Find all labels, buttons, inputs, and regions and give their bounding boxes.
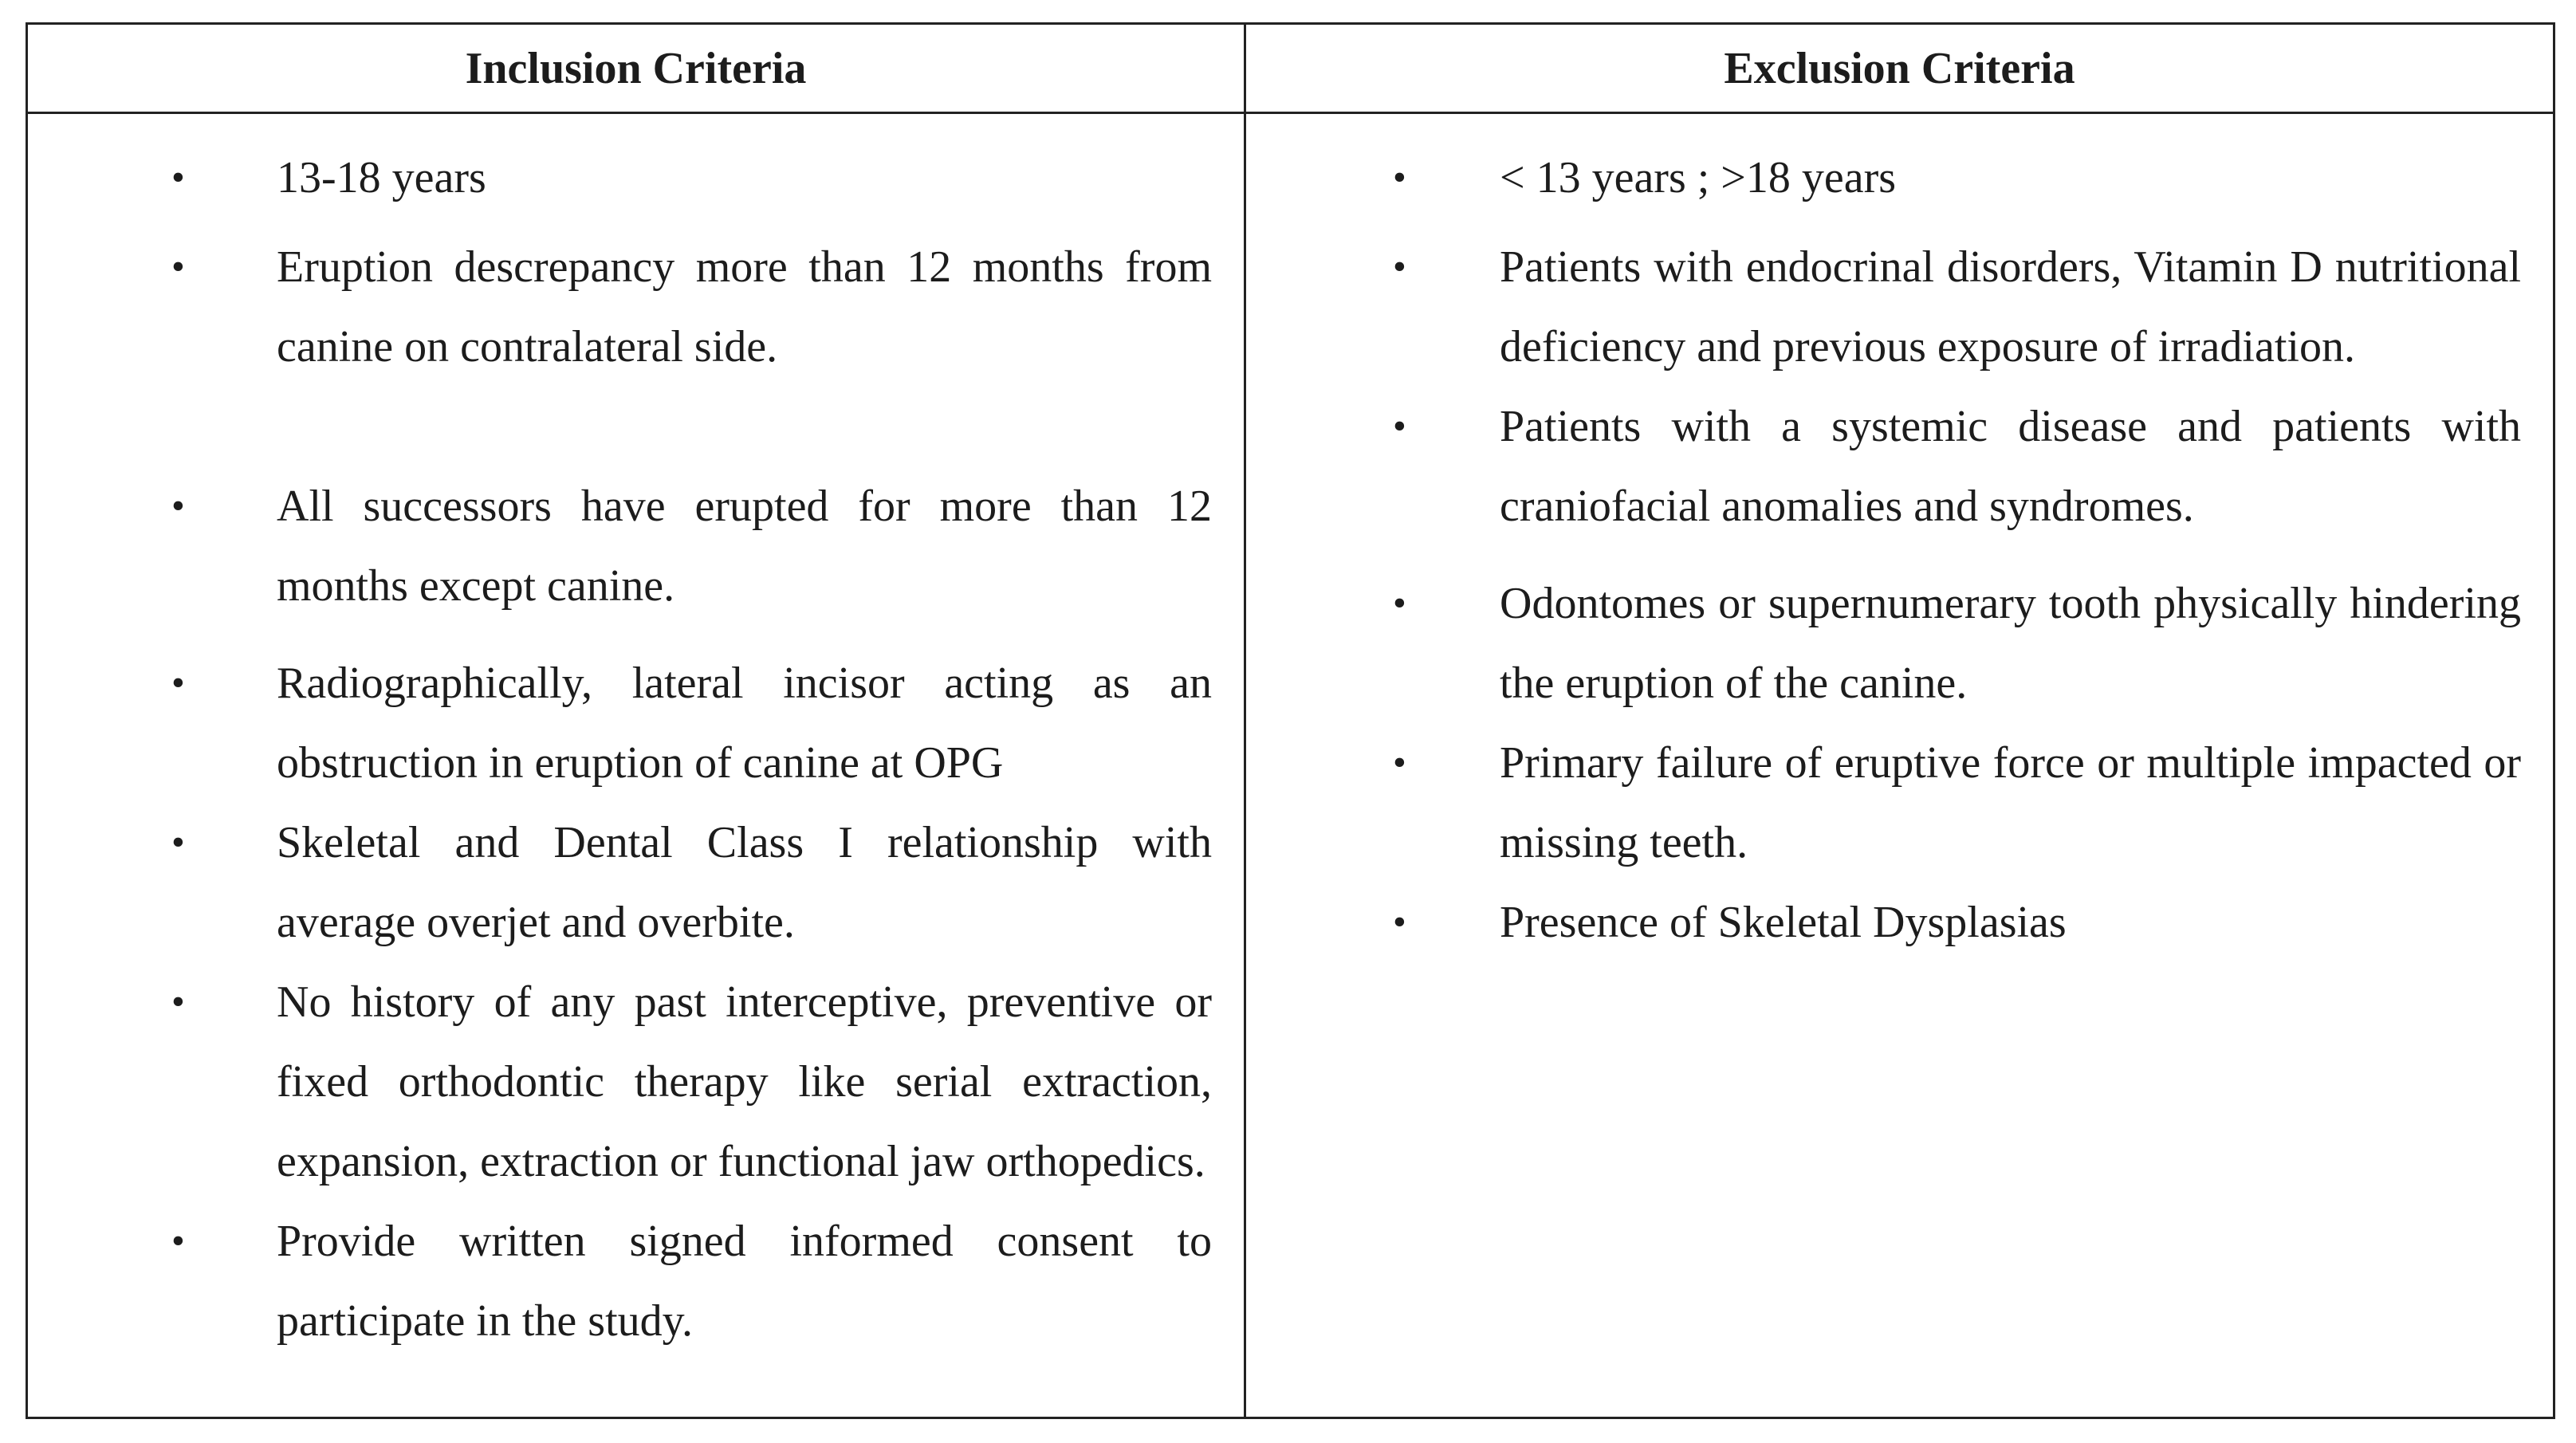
inclusion-item-text: No history of any past interceptive, preventive or fixed orthodontic therapy like serial extraction, expansion, extraction or functional jaw orthopedics. [277, 977, 1212, 1186]
inclusion-criteria-list [28, 138, 1244, 1361]
table-body-row [28, 114, 2553, 1417]
exclusion-item-text: Odontomes or supernumerary tooth physically hindering the eruption of the canine. [1500, 579, 2521, 708]
inclusion-item [171, 962, 1212, 1201]
inclusion-item-text: Skeletal and Dental Class I relationship with average overjet and overbite. [277, 818, 1212, 947]
exclusion-item [1393, 883, 2521, 962]
inclusion-item [171, 138, 1212, 218]
bullet-icon: • [171, 485, 185, 527]
exclusion-item-text: Primary failure of eruptive force or multiple impacted or missing teeth. [1500, 738, 2521, 867]
inclusion-item [171, 643, 1212, 803]
inclusion-item-text: All successors have erupted for more than 12 months except canine. [277, 482, 1212, 611]
inclusion-item [171, 227, 1212, 387]
bullet-icon: • [1393, 741, 1406, 784]
bullet-icon: • [171, 1220, 185, 1262]
exclusion-item [1393, 387, 2521, 546]
bullet-icon: • [1393, 901, 1406, 943]
exclusion-criteria-cell [1246, 114, 2553, 1417]
inclusion-item-text: Radiographically, lateral incisor acting as an obstruction in eruption of canine at OPG [277, 659, 1212, 788]
exclusion-item [1393, 138, 2521, 218]
inclusion-criteria-header: Inclusion Criteria [28, 25, 1246, 112]
bullet-icon: • [171, 981, 185, 1023]
inclusion-item-text: Provide written signed informed consent to participate in the study. [277, 1217, 1212, 1346]
exclusion-item-text: < 13 years ; >18 years [1500, 153, 1897, 202]
criteria-table [26, 22, 2555, 1419]
bullet-icon: • [171, 821, 185, 863]
bullet-icon: • [171, 662, 185, 704]
bullet-icon: • [171, 246, 185, 288]
bullet-icon: • [1393, 582, 1406, 624]
bullet-icon: • [1393, 246, 1406, 288]
exclusion-item-text: Patients with a systemic disease and patients with craniofacial anomalies and syndromes. [1500, 402, 2521, 531]
exclusion-item [1393, 723, 2521, 883]
exclusion-item-text: Patients with endocrinal disorders, Vitamin D nutritional deficiency and previous exposure of irradiation. [1500, 242, 2521, 372]
inclusion-item [171, 803, 1212, 962]
inclusion-item [171, 466, 1212, 626]
bullet-icon: • [1393, 156, 1406, 199]
inclusion-criteria-cell [28, 114, 1246, 1417]
exclusion-item [1393, 227, 2521, 387]
bullet-icon: • [171, 156, 185, 199]
exclusion-criteria-header: Exclusion Criteria [1724, 43, 2075, 93]
exclusion-criteria-list [1246, 138, 2553, 962]
inclusion-item [171, 1201, 1212, 1361]
bullet-icon: • [1393, 405, 1406, 447]
inclusion-item-text: Eruption descrepancy more than 12 months from canine on contralateral side. [277, 242, 1212, 372]
inclusion-item-text: 13-18 years [277, 153, 486, 202]
table-header-row [28, 25, 2553, 114]
exclusion-item [1393, 564, 2521, 723]
exclusion-item-text: Presence of Skeletal Dysplasias [1500, 898, 2067, 947]
